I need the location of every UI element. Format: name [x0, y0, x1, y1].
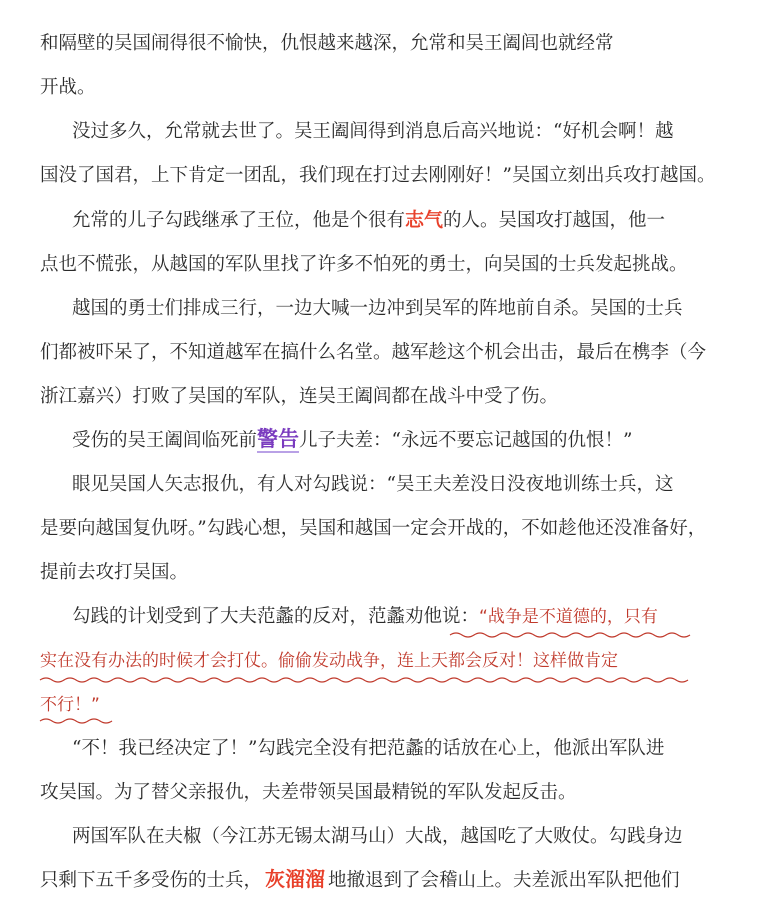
text-line: 开战。	[40, 77, 96, 98]
text-line	[40, 643, 765, 679]
text-line: “不！我已经决定了！”勾践完全没有把范蠡的话放在心上，他派出军队进	[72, 738, 665, 759]
quote-text: 不行！”	[40, 695, 100, 715]
quote-text: “战争是不道德的，只有	[479, 607, 658, 627]
text-line: 浙江嘉兴）打败了吴国的军队，连吴王阖闾都在战斗中受了伤。	[40, 386, 559, 407]
text-line: 没过多久，允常就去世了。吴王阖闾得到消息后高兴地说：“好机会啊！越	[72, 121, 674, 142]
text-line: 允常的儿子勾践继承了王位，他是个很有志气的人。吴国攻打越国，他一	[72, 209, 666, 231]
text-line: 眼见吴国人矢志报仇，有人对勾践说：“吴王夫差没日没夜地训练士兵，这	[72, 474, 674, 495]
text-line: 两国军队在夫椒（今江苏无锡太湖马山）大战，越国吃了大败仗。勾践身边	[72, 826, 683, 847]
text-line: 们都被吓呆了，不知道越军在搞什么名堂。越军趁这个机会出击，最后在槜李（今	[40, 342, 707, 363]
text-line: 国没了国君，上下肯定一团乱，我们现在打过去刚刚好！”吴国立刻出兵攻打越国。	[40, 165, 716, 186]
text-line: 攻吴国。为了替父亲报仇，夫差带领吴国最精锐的军队发起反击。	[40, 782, 577, 803]
wavy-underline	[0, 631, 765, 639]
highlight-word: 志气	[405, 209, 444, 231]
text-line: 提前去攻打吴国。	[40, 562, 189, 583]
text-line: 点也不慌张，从越国的军队里找了许多不怕死的勇士，向吴国的士兵发起挑战。	[40, 254, 688, 275]
highlight-word: 警告	[257, 427, 300, 451]
highlight-word: 灰溜溜	[265, 867, 326, 891]
wavy-underline	[0, 676, 765, 684]
text-line: 勾践的计划受到了大夫范蠡的反对，范蠡劝他说：“战争是不道德的，只有	[72, 606, 658, 627]
wavy-underline	[0, 717, 765, 725]
text-line: 受伤的吴王阖闾临死前警告儿子夫差：“永远不要忘记越国的仇恨！”	[72, 427, 633, 451]
text-line: 和隔壁的吴国闹得很不愉快，仇恨越来越深，允常和吴王阖闾也就经常	[40, 33, 614, 54]
text-line: 是要向越国复仇呀。”勾践心想，吴国和越国一定会开战的，不如趁他还没准备好，	[40, 518, 707, 539]
text-line: 只剩下五千多受伤的士兵， 灰溜溜 地撤退到了会稽山上。夫差派出军队把他们	[40, 867, 680, 891]
quote-text: 实在没有办法的时候才会打仗。偷偷发动战争，连上天都会反对！这样做肯定	[40, 651, 618, 671]
text-line: 越国的勇士们排成三行，一边大喊一边冲到吴军的阵地前自杀。吴国的士兵	[72, 298, 683, 319]
